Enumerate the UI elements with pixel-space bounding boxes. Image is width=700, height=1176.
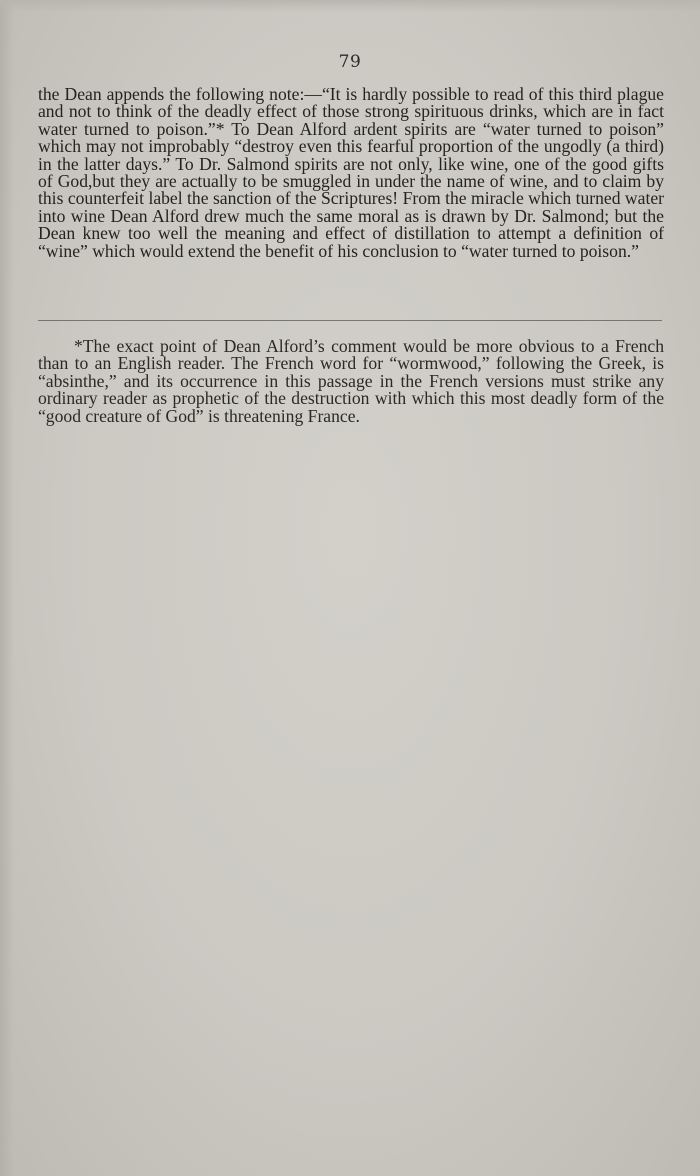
footnote-divider	[38, 320, 662, 321]
main-paragraph: the Dean appends the following note:—“It is hardly possible to read of this third plague and not to think of the deadly effect of those strong spirituous drinks, which are in fact water turned to poison.”* To Dean Alford ardent spirits are “water turned to poison” which may not improbably “destroy even this fearful proportion of the ungodly (a third) in the latter days.” To Dr. Salmond spirits are not only, like wine, one of the good gifts of God,but they are actually to be smuggled in under the name of wine, and to claim by this counterfeit label the sanction of the Scriptures! From the miracle which turned water into wine Dean Alford drew much the same moral as is drawn by Dr. Salmond; but the Dean knew too well the meaning and effect of distillation to attempt a definition of “wine” which would extend the benefit of his conclusion to “water turned to poison.”	[38, 84, 664, 261]
footnote-block	[38, 338, 664, 425]
main-paragraph-block	[38, 86, 664, 260]
page-top-shadow	[0, 0, 700, 12]
page-number: 79	[338, 52, 362, 72]
page-edge-shadow	[0, 0, 14, 1176]
footnote-text: *The exact point of Dean Alford’s comment would be more obvious to a French than to an English reader. The French word for “wormwood,” following the Greek, is “absinthe,” and its occurrence in this passage in the French versions must strike any ordinary reader as prophetic of the destruction with which this most deadly form of the “good creature of God” is threatening France.	[38, 336, 664, 426]
